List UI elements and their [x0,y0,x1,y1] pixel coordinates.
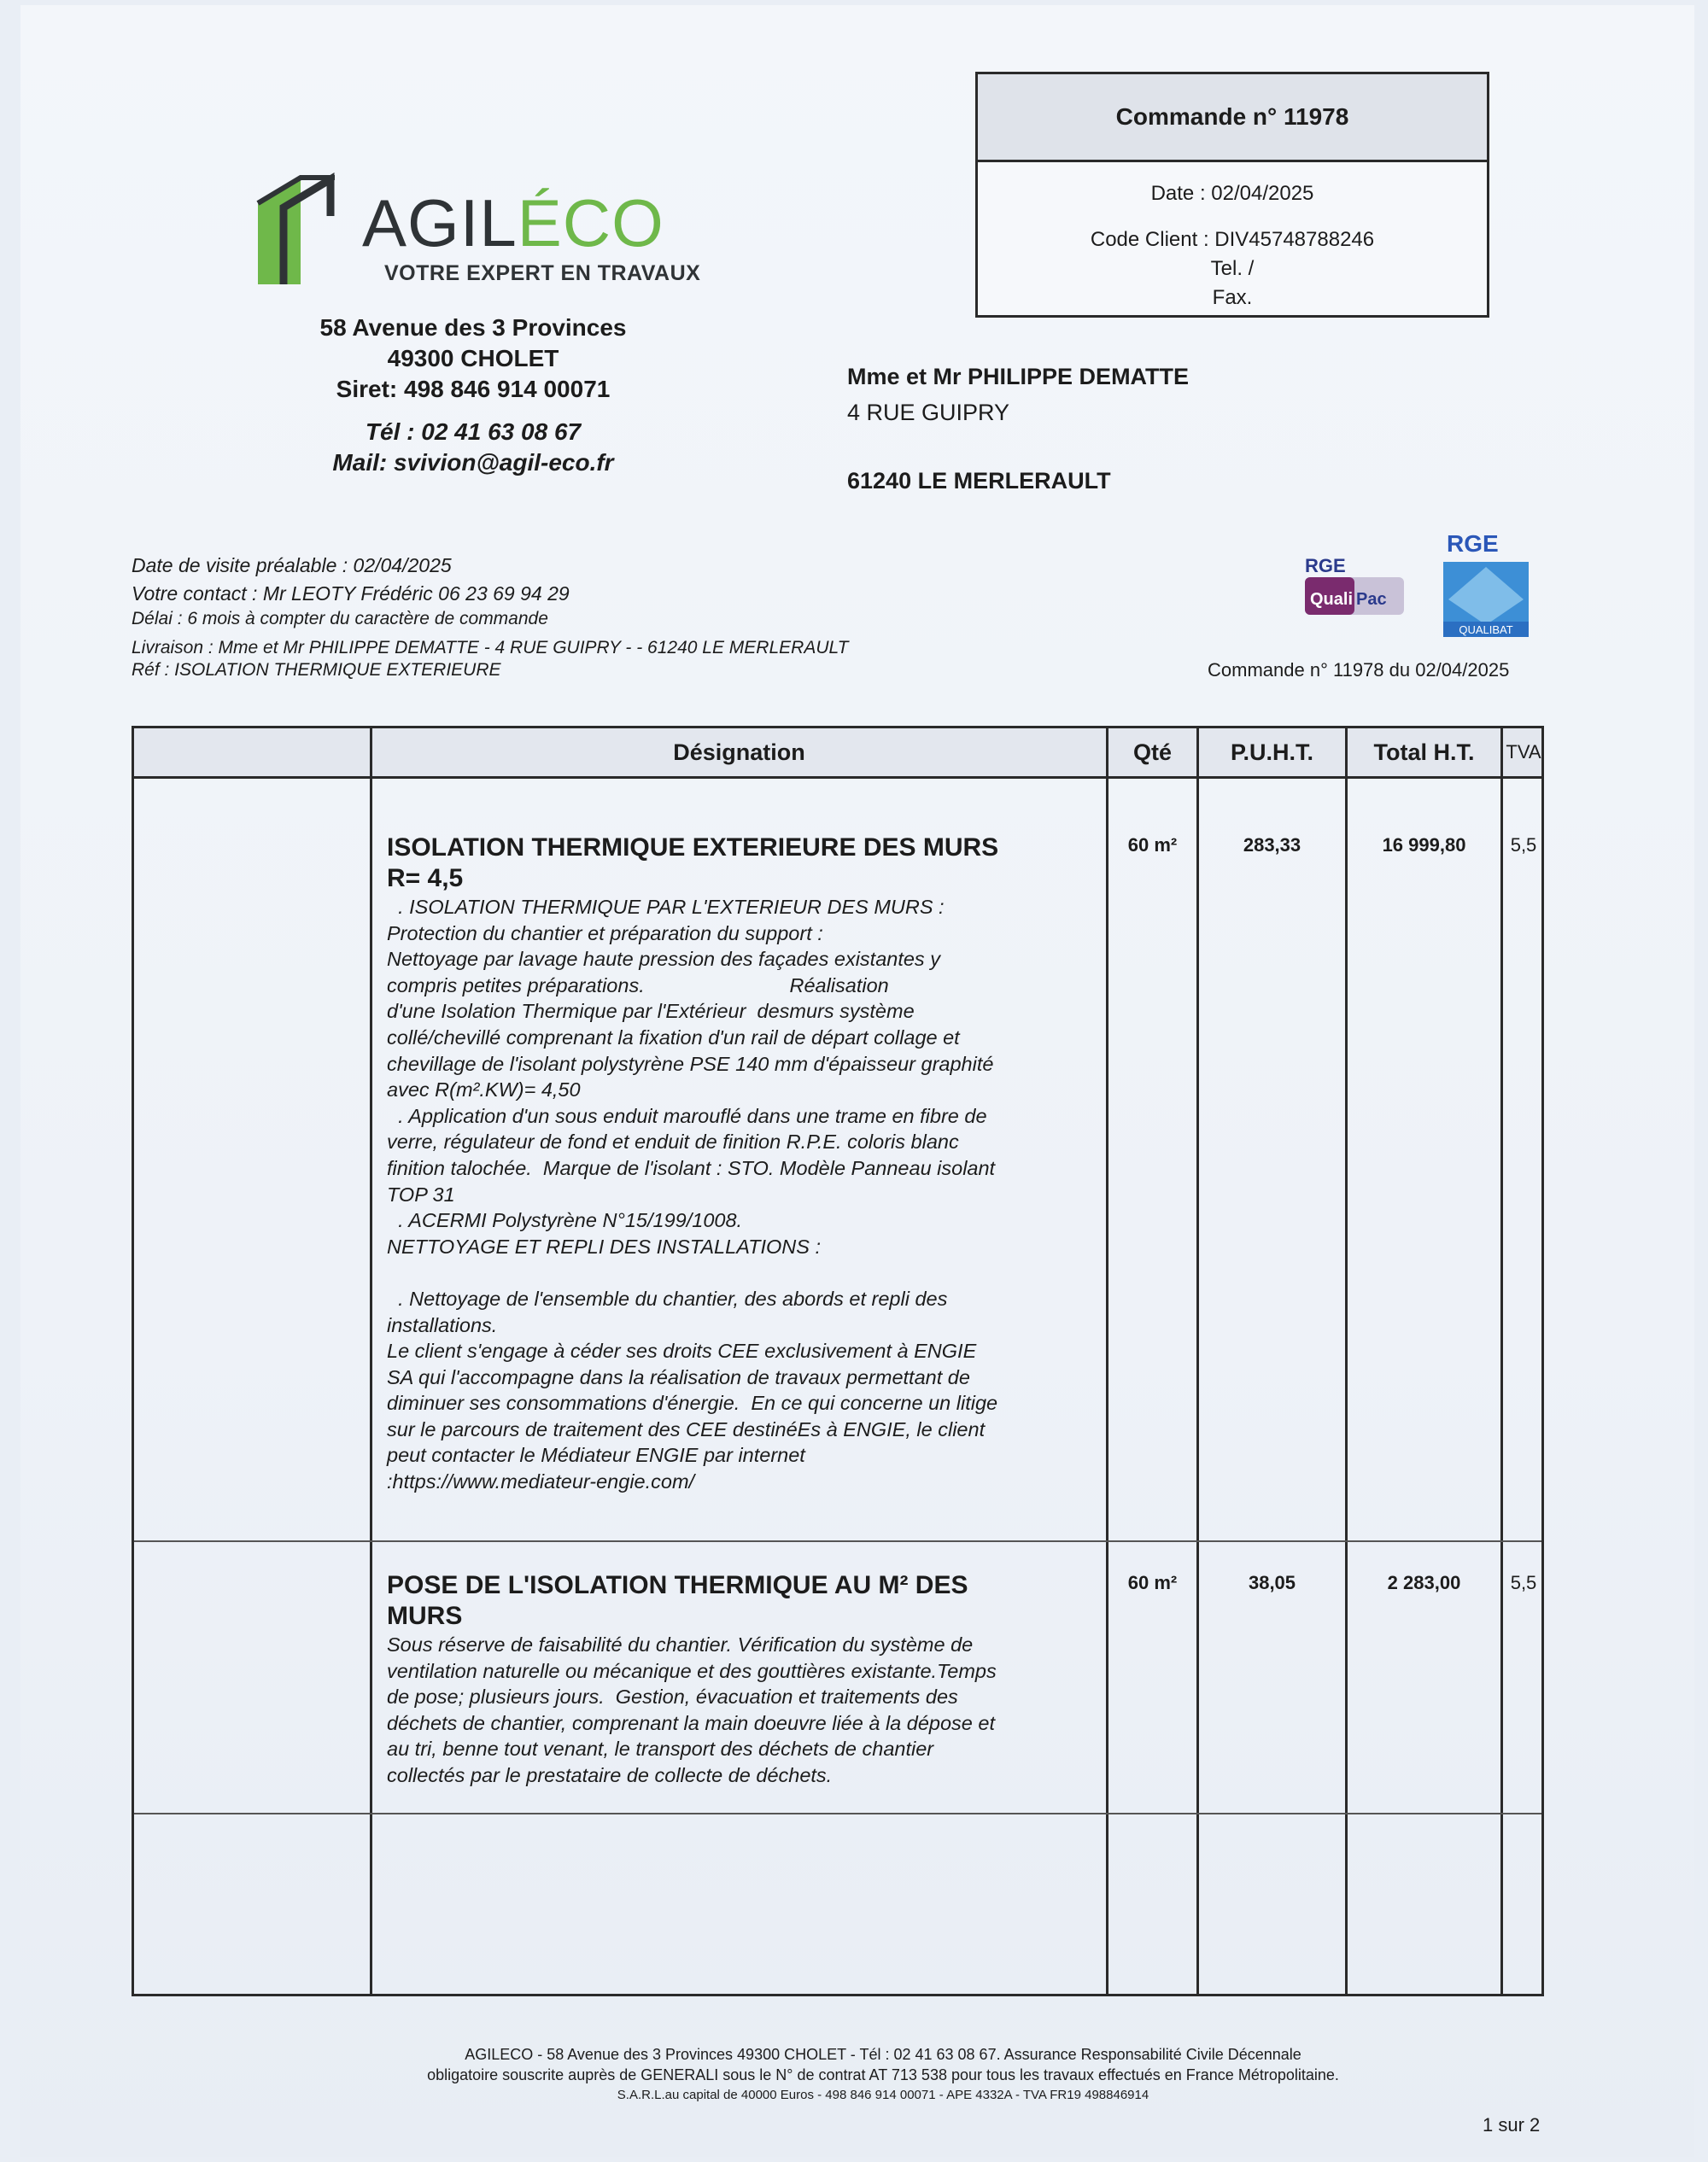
row1-description: . ISOLATION THERMIQUE PAR L'EXTERIEUR DES MURS : Protection du chantier et préparation du support : Nettoyage par lavage haute pression des façades existantes y compris petites préparations. Réalisation d'une Isolation Thermique par l'Extérieur desmurs système collé/chevillé comprenant la fixation d'un rail de départ collage et chevillage de l'isolant polystyrène PSE 140 mm d'épaisseur graphité avec R(m².KW)= 4,50 . Application d'un sous enduit marouflé dans une trame en fibre de verre, régulateur de fond et enduit de finition R.P.E. coloris blanc finition talochée. Marque de l'isolant : STO. Modèle Panneau isolant TOP 31 . ACERMI Polystyrène N°15/199/1008. NETTOYAGE ET REPLI DES INSTALLATIONS : . Nettoyage de l'ensemble du chantier, des abords et repli des installations. Le client s'engage à céder ses droits CEE exclusivement à ENGIE SA qui l'accompagne dans la réalisation de travaux permettant de diminuer ses consommations d'énergie. En ce qui concerne un litige sur le parcours de traitement des CEE destinéEs à ENGIE, le client peut contacter le Médiateur ENGIE par internet :https://www.mediateur-engie.com/ [387,896,998,1493]
logo-wordmark: AGILÉCO [362,185,664,260]
rge1-top-label: RGE [1305,555,1346,576]
row-divider-1 [134,1540,1541,1542]
document-page [20,5,1694,2157]
company-street: 58 Avenue des 3 Provinces [319,314,627,341]
client-name: Mme et Mr PHILIPPE DEMATTE [847,364,1190,389]
row1-unit-price: 283,33 [1243,834,1301,856]
company-address [277,313,670,405]
footer-line-2: obligatoire souscrite auprès de GENERALI sous le N° de contrat AT 713 538 pour tous les travaux effectués en France Métropolitaine. [427,2066,1339,2083]
order-reference-line: Commande n° 11978 du 02/04/2025 [1208,659,1510,681]
order-tel: Tel. / [1210,257,1255,280]
row2-total: 2 283,00 [1387,1572,1461,1593]
order-meta [132,552,848,681]
rge-qualibat-badge [1438,528,1534,640]
row1-vat: 5,5 [1510,834,1537,856]
row2-vat: 5,5 [1510,1572,1537,1593]
header-designation: Désignation [673,739,805,765]
legal-footer [277,2044,1489,2106]
header-vat: TVA [1506,741,1541,763]
row2-unit-price: 38,05 [1248,1572,1296,1593]
order-title: Commande n° 11978 [978,74,1487,162]
row2-qty: 60 m² [1127,1572,1178,1593]
rge2-top-label: RGE [1447,530,1499,557]
logo-tagline: VOTRE EXPERT EN TRAVAUX [384,261,701,285]
company-mail: Mail: svivion@agil-eco.fr [332,449,614,476]
row1-title: ISOLATION THERMIQUE EXTERIEURE DES MURS R= 4,5 [387,833,999,892]
company-contact [277,417,670,478]
delay: Délai : 6 mois à compter du caractère de commande [132,609,548,628]
footer-line-1: AGILECO - 58 Avenue des 3 Provinces 49300 CHOLET - Tél : 02 41 63 08 67. Assurance Responsabilité Civile Décennale [465,2046,1301,2063]
house-logo-icon [249,169,360,289]
order-box [975,72,1489,318]
row-divider-2 [134,1813,1541,1814]
visit-date: Date de visite préalable : 02/04/2025 [132,554,452,576]
order-date: Date : 02/04/2025 [1150,182,1314,205]
contact-person: Votre contact : Mr LEOTY Frédéric 06 23 69 94 29 [132,582,570,605]
order-client-code: Code Client : DIV45748788246 [1090,228,1375,251]
client-address [847,359,1189,499]
row1-qty: 60 m² [1127,834,1178,856]
table-row [387,1570,1104,1789]
client-street: 4 RUE GUIPRY [847,400,1010,425]
rge-qualipac-badge [1301,552,1407,620]
delivery: Livraison : Mme et Mr PHILIPPE DEMATTE - 4 RUE GUIPRY - - 61240 LE MERLERAULT [132,638,849,657]
page-number: 1 sur 2 [1483,2114,1541,2136]
rge2-bottom-label: QUALIBAT [1459,623,1513,636]
rge1-pac-label: Pac [1356,590,1387,609]
order-fax: Fax. [1212,286,1253,309]
row1-total: 16 999,80 [1382,834,1466,856]
reference: Réf : ISOLATION THERMIQUE EXTERIEURE [132,660,501,680]
rge1-quali-label: Quali [1310,590,1354,609]
footer-line-3: S.A.R.L.au capital de 40000 Euros - 498 846 914 00071 - APE 4332A - TVA FR19 498846914 [617,2088,1149,2102]
header-total: Total H.T. [1373,739,1475,765]
row2-description: Sous réserve de faisabilité du chantier. Vérification du système de ventilation naturelle ou mécanique et des gouttières existante.Temps de pose; plusieurs jours. Gestion, évacuation et traitements des déchets de chantier, comprenant la main doeuvre liée à la dépose et au tri, benne tout venant, le transport des déchets de chantier collectés par le prestataire de collecte de déchets. [387,1633,997,1786]
items-table [132,726,1544,1996]
header-qty: Qté [1132,739,1172,765]
header-unit-price: P.U.H.T. [1230,739,1314,765]
header-divider [134,776,1541,779]
row2-title: POSE DE L'ISOLATION THERMIQUE AU M² DES MURS [387,1571,968,1630]
table-row [387,833,1104,1495]
company-city: 49300 CHOLET [387,345,559,371]
company-tel: Tél : 02 41 63 08 67 [365,418,582,445]
company-siret: Siret: 498 846 914 00071 [336,376,611,402]
agileco-logo [249,169,711,297]
client-city: 61240 LE MERLERAULT [847,468,1111,494]
